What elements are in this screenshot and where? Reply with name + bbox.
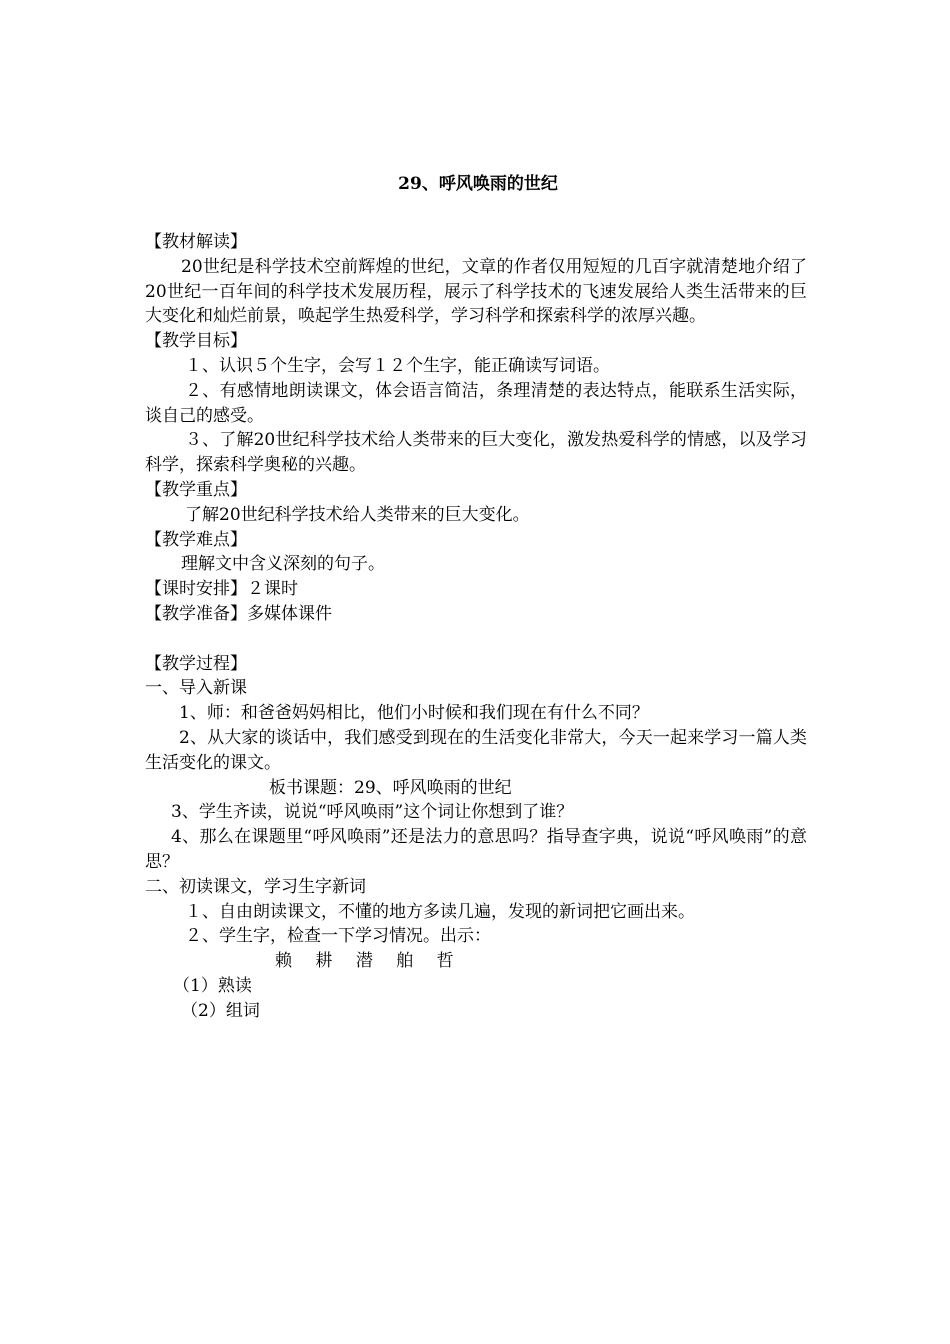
preparation-line: 【教学准备】多媒体课件	[145, 603, 332, 624]
new-characters	[145, 949, 807, 974]
difficulties-body: 理解文中含义深刻的句子。	[181, 554, 385, 575]
textbook-body: 20世纪是科学技术空前辉煌的世纪，文章的作者仅用短短的几百字就清楚地介绍了20世纪一百年间的科学技术发展历程，展示了科学技术的飞速发展给人类生活带来的巨大变化和灿烂前景，唤起学生热爱科学，学习科学和探索科学的浓厚兴趣。	[145, 256, 807, 327]
section-heading-objectives: 【教学目标】	[145, 331, 247, 352]
section-heading-process: 【教学过程】	[145, 653, 247, 674]
sub-step-2: （2）组词	[181, 1000, 260, 1021]
process-step-4: 4、那么在课题里“呼风唤雨”还是法力的意思吗？指导查字典，说说“呼风唤雨”的意思？	[145, 827, 807, 872]
schedule-line: 【课时安排】２课时	[145, 579, 298, 600]
new-character: 舶	[396, 951, 414, 972]
document-title: 29、呼风唤雨的世纪	[398, 174, 558, 194]
process-step-3: 3、学生齐读，说说“呼风唤雨”这个词让你想到了谁？	[171, 802, 574, 823]
document-page	[145, 172, 807, 1024]
section-heading-key-points: 【教学重点】	[145, 479, 247, 500]
process-step-2: 2、从大家的谈话中，我们感受到现在的生活变化非常大，今天一起来学习一篇人类生活变化的课文。	[145, 727, 807, 773]
new-character: 赖	[275, 951, 292, 972]
new-character: 耕	[315, 951, 333, 972]
new-character: 潜	[355, 951, 373, 972]
new-character: 哲	[436, 951, 454, 972]
board-title: 板书课题：29、呼风唤雨的世纪	[269, 777, 512, 798]
section-heading-textbook: 【教材解读】	[145, 232, 247, 252]
blank-line	[145, 627, 807, 652]
section-heading-difficulties: 【教学难点】	[145, 529, 247, 550]
key-points-body: 了解20世纪科学技术给人类带来的巨大变化。	[185, 504, 530, 525]
process-part2-heading: 二、初读课文，学习生字新词	[145, 876, 366, 897]
reading-step-1: １、自由朗读课文，不懂的地方多读几遍，发现的新词把它画出来。	[185, 901, 695, 922]
sub-step-1: （1）熟读	[173, 975, 252, 996]
reading-step-2: ２、学生字，检查一下学习情况。出示：	[185, 926, 491, 947]
objective-item-2: ２、有感情地朗读课文，体会语言简洁，条理清楚的表达特点，能联系生活实际，谈自己的感受。	[145, 380, 807, 426]
objective-item-1: １、认识５个生字，会写１２个生字，能正确读写词语。	[185, 355, 610, 376]
process-step-1: 1、师：和爸爸妈妈相比，他们小时候和我们现在有什么不同？	[179, 703, 649, 724]
process-part1-heading: 一、导入新课	[145, 678, 247, 699]
objective-item-3: ３、了解20世纪科学技术给人类带来的巨大变化，激发热爱科学的情感，以及学习科学，探索科学奥秘的兴趣。	[145, 430, 807, 476]
